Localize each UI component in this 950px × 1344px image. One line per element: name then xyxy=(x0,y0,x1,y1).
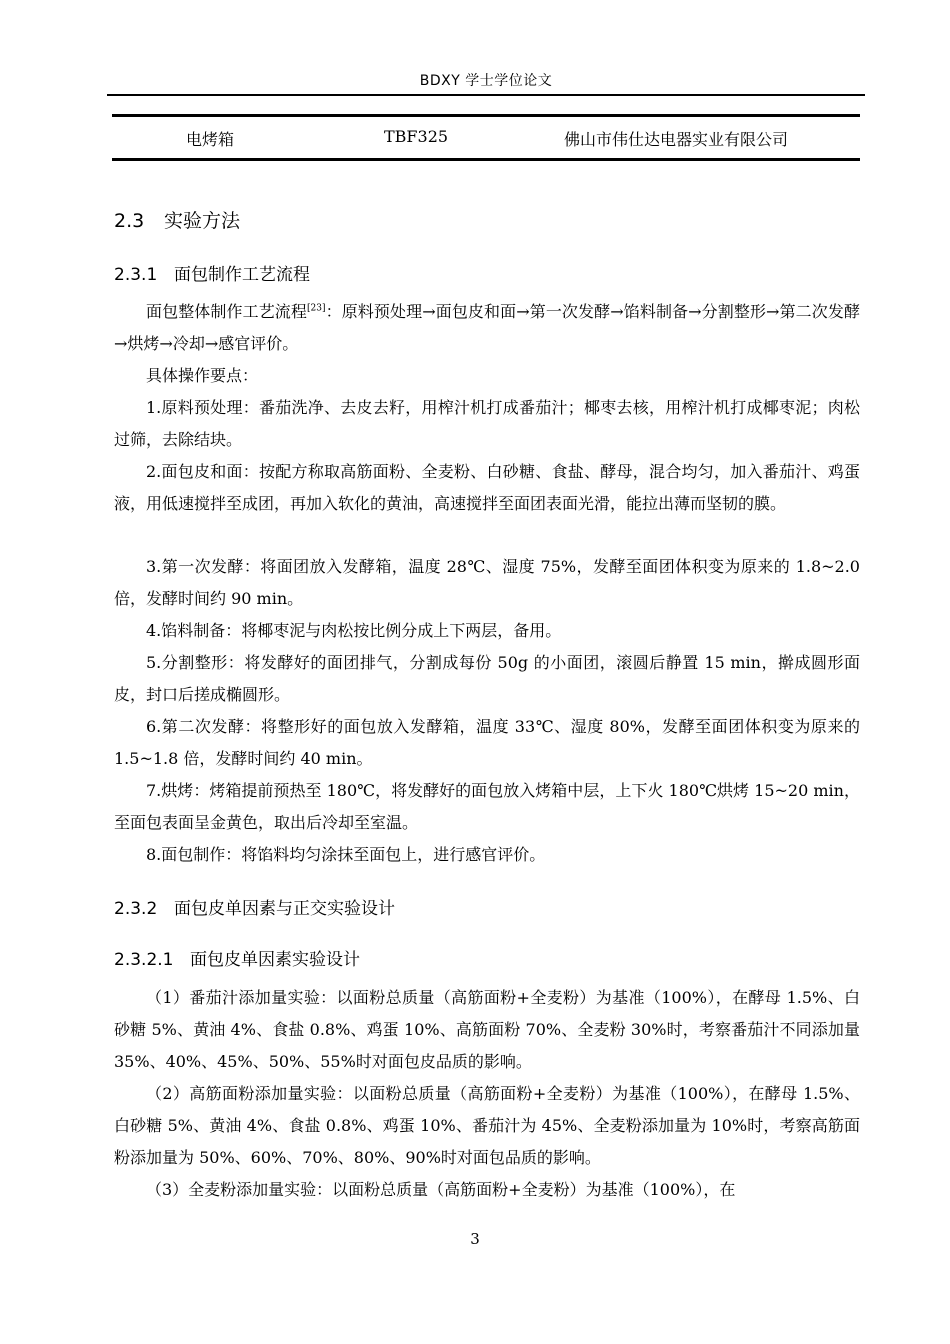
table-row xyxy=(112,127,860,149)
section-title: 面包皮单因素与正交实验设计 xyxy=(174,899,395,919)
body-paragraph: 具体操作要点： xyxy=(146,366,259,385)
body-paragraph: 7.烘烤：烤箱提前预热至 180℃，将发酵好的面包放入烤箱中层，上下火 180℃烘烤 15~20 min，至面包表面呈金黄色，取出后冷却至室温。 xyxy=(114,781,860,832)
table-cell-manufacturer: 佛山市伟仕达电器实业有限公司 xyxy=(564,130,789,149)
section-heading-2-3-2 xyxy=(114,894,395,919)
section-number: 2.3 xyxy=(114,210,145,232)
body-paragraph: 5.分割整形：将发酵好的面团排气，分割成每份 50g 的小面团，滚圆后静置 15 min，擀成圆形面皮，封口后搓成椭圆形。 xyxy=(114,653,860,704)
page-header: BDXY 学士学位论文 xyxy=(419,73,553,89)
section-title: 面包皮单因素实验设计 xyxy=(190,950,360,970)
process-flow: ：原料预处理→面包皮和面→第一次发酵→馅料制备→分割整形→第二次发酵→烘烤→冷却→感官评价。 xyxy=(114,302,860,353)
body-paragraph: 1.原料预处理：番茄洗净、去皮去籽，用榨汁机打成番茄汁；椰枣去核，用榨汁机打成椰枣泥；肉松过筛，去除结块。 xyxy=(114,398,860,449)
section-number: 2.3.1 xyxy=(114,265,158,285)
section-title: 面包制作工艺流程 xyxy=(174,265,310,285)
section-number: 2.3.2 xyxy=(114,899,158,919)
body-paragraph: 6.第二次发酵：将整形好的面包放入发酵箱，温度 33℃、湿度 80%，发酵至面团体积变为原来的 1.5~1.8 倍，发酵时间约 40 min。 xyxy=(114,717,860,768)
body-paragraph: 8.面包制作：将馅料均匀涂抹至面包上，进行感官评价。 xyxy=(146,845,546,864)
table-cell-equipment: 电烤箱 xyxy=(186,130,235,149)
process-text: 面包整体制作工艺流程 xyxy=(146,302,308,321)
table-top-rule xyxy=(112,114,860,117)
body-paragraph: 4.馅料制备：将椰枣泥与肉松按比例分成上下两层，备用。 xyxy=(146,621,562,640)
experiment-paragraph: （3）全麦粉添加量实验：以面粉总质量（高筋面粉+全麦粉）为基准（100%），在 xyxy=(146,1180,736,1199)
experiment-paragraph: （1）番茄汁添加量实验：以面粉总质量（高筋面粉+全麦粉）为基准（100%），在酵母 1.5%、白砂糖 5%、黄油 4%、食盐 0.8%、鸡蛋 10%、高筋面粉 70%、全麦粉 30%时，考察番茄汁不同添加量 35%、40%、45%、50%、55%时对面包皮品质的影响。 xyxy=(114,988,860,1071)
page-number: 3 xyxy=(470,1230,480,1248)
body-paragraph: 2.面包皮和面：按配方称取高筋面粉、全麦粉、白砂糖、食盐、酵母，混合均匀，加入番茄汁、鸡蛋液，用低速搅拌至成团，再加入软化的黄油，高速搅拌至面团表面光滑，能拉出薄而坚韧的膜。 xyxy=(114,462,860,513)
process-paragraph xyxy=(114,296,860,360)
header-rule xyxy=(107,94,865,96)
body-paragraph: 3.第一次发酵：将面团放入发酵箱，温度 28℃、湿度 75%，发酵至面团体积变为原来的 1.8~2.0 倍，发酵时间约 90 min。 xyxy=(114,557,860,608)
table-bottom-rule xyxy=(112,158,860,161)
section-heading-2-3-2-1 xyxy=(114,945,360,970)
section-number: 2.3.2.1 xyxy=(114,950,174,970)
citation-ref: [23] xyxy=(307,303,326,314)
experiment-paragraph: （2）高筋面粉添加量实验：以面粉总质量（高筋面粉+全麦粉）为基准（100%），在酵母 1.5%、白砂糖 5%、黄油 4%、食盐 0.8%、鸡蛋 10%、番茄汁为 45%、全麦粉添加量为 10%时，考察高筋面粉添加量为 50%、60%、70%、80%、90%时对面包品质的影响。 xyxy=(114,1084,860,1167)
table-cell-model: TBF325 xyxy=(384,127,449,146)
section-heading-2-3 xyxy=(114,206,240,233)
section-title: 实验方法 xyxy=(164,210,241,232)
section-heading-2-3-1 xyxy=(114,260,310,285)
